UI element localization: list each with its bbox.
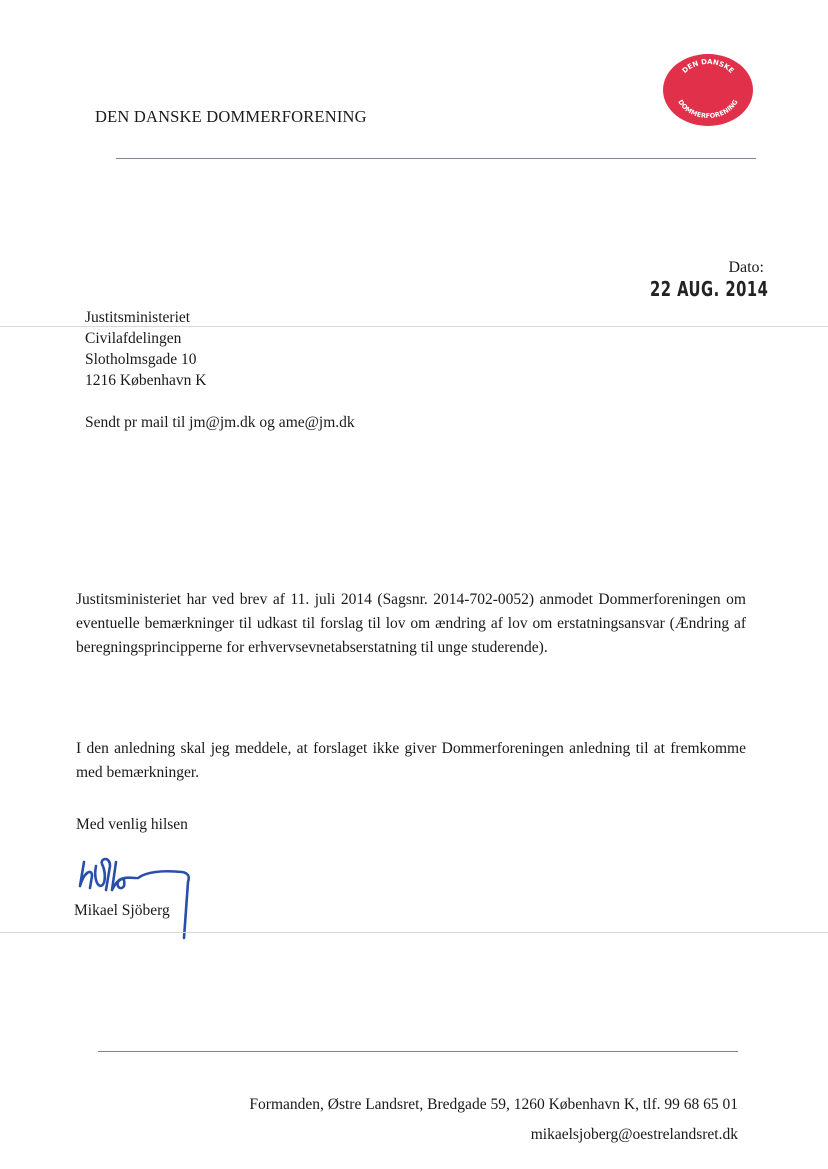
signer-name: Mikael Sjöberg — [74, 902, 170, 919]
header-divider — [116, 158, 756, 159]
date-stamp: 22 AUG. 2014 — [649, 277, 768, 301]
footer-email: mikaelsjoberg@oestrelandsret.dk — [530, 1126, 738, 1143]
recipient-address — [85, 307, 206, 391]
seal-text-bottom: DOMMERFORENING — [676, 98, 740, 121]
scan-line — [0, 932, 828, 933]
closing-greeting: Med venlig hilsen — [76, 816, 188, 833]
recipient-line: Justitsministeriet — [85, 309, 191, 326]
sent-note: Sendt pr mail til jm@jm.dk og ame@jm.dk — [85, 414, 355, 431]
body-paragraph-2: I den anledning skal jeg meddele, at forslaget ikke giver Dommerforeningen anledning til at fremkomme med bemærkninger. — [76, 740, 746, 781]
recipient-line: Slotholmsgade 10 — [85, 351, 197, 368]
recipient-line: 1216 København K — [85, 372, 207, 389]
seal-text-top: DEN DANSKE — [680, 57, 736, 75]
organization-name: DEN DANSKE DOMMERFORENING — [95, 107, 367, 126]
footer-divider — [98, 1051, 738, 1052]
body-paragraph-1: Justitsministeriet har ved brev af 11. juli 2014 (Sagsnr. 2014-702-0052) anmodet Dommerforeningen om eventuelle bemærkninger til udkast til forslag til lov om ændring af lov om erstatningsansvar (Ændring af beregningsprincipperne for erhvervsevnetabserstatning til unge studerende). — [76, 591, 746, 656]
organization-seal — [662, 52, 754, 128]
footer-address: Formanden, Østre Landsret, Bredgade 59, 1260 København K, tlf. 99 68 65 01 — [249, 1096, 738, 1113]
date-label: Dato: — [728, 259, 764, 276]
handwritten-signature — [66, 842, 206, 942]
recipient-line: Civilafdelingen — [85, 330, 182, 347]
